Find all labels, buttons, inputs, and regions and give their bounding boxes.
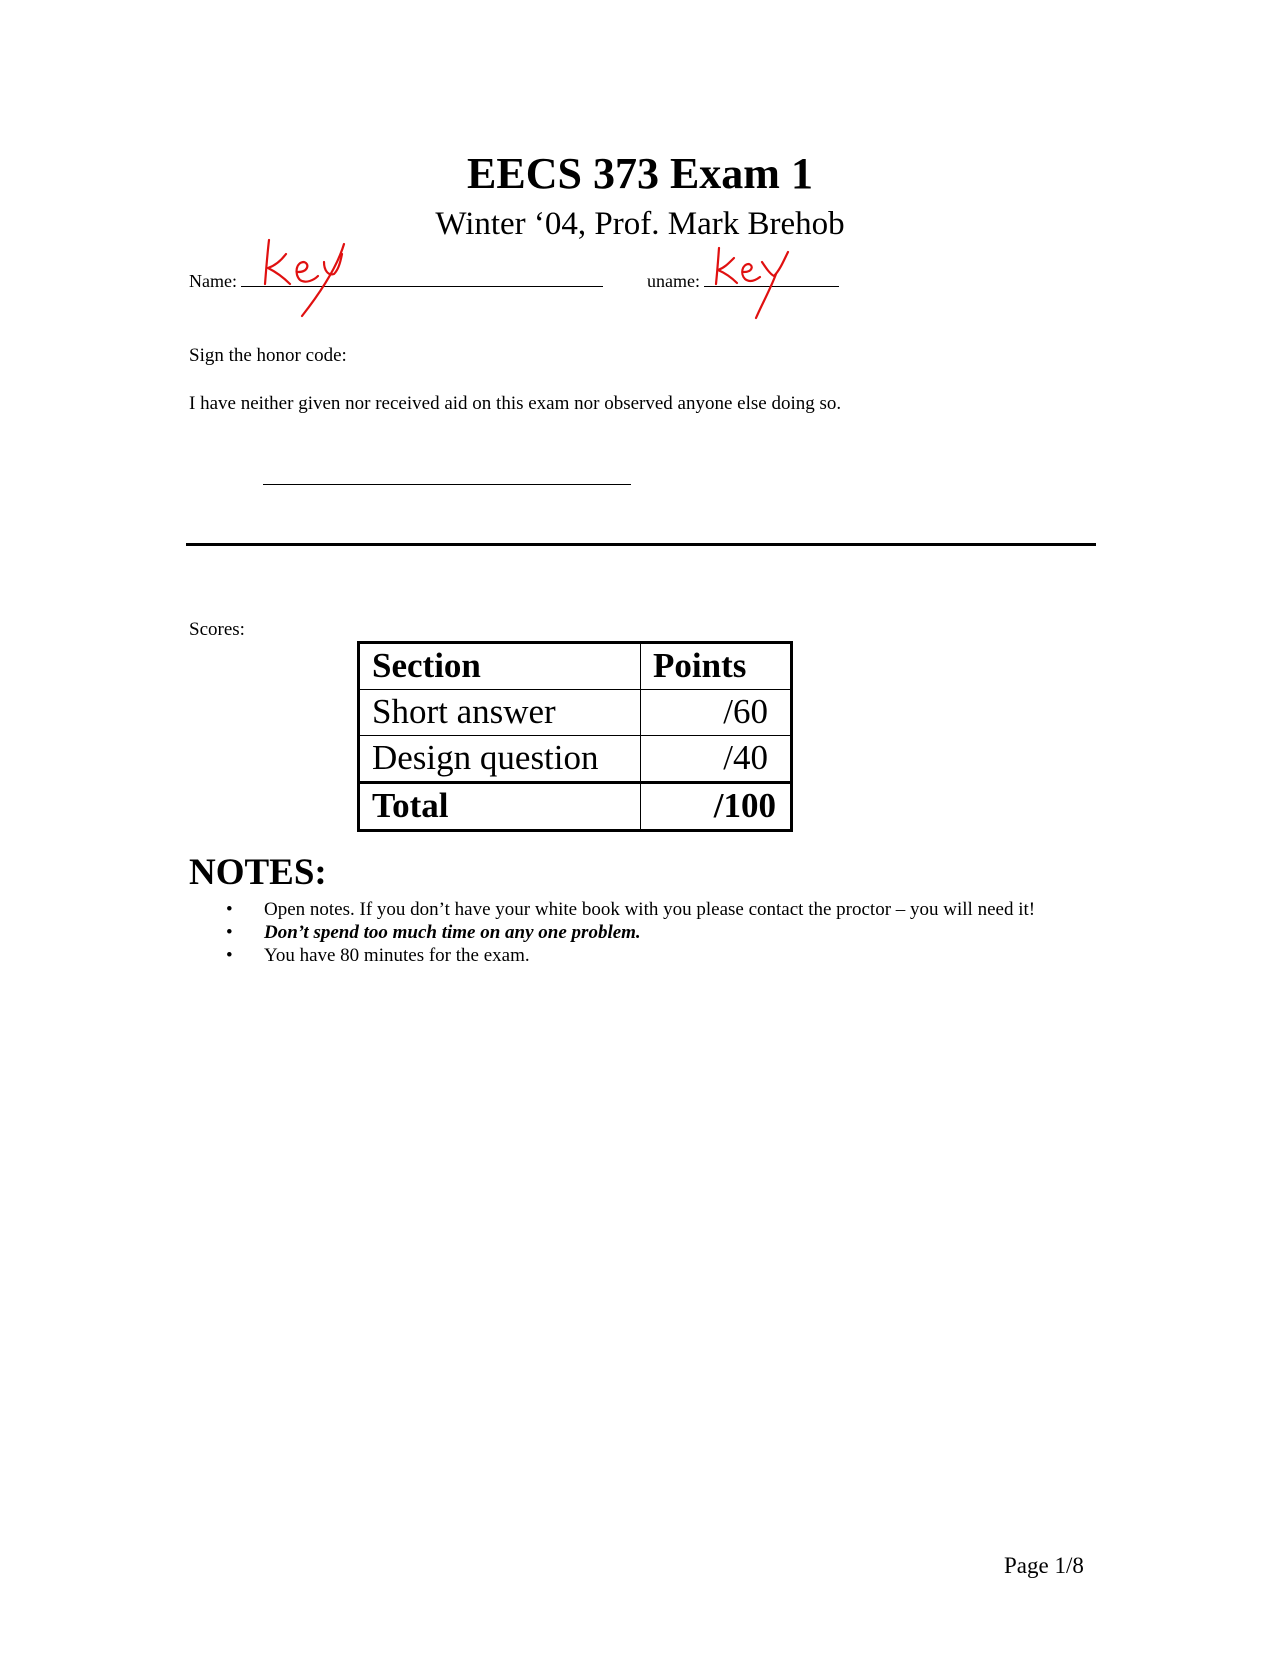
column-header-section: Section	[359, 643, 641, 690]
note-text: Open notes. If you don’t have your white book with you please contact the proctor – you will need it!	[264, 899, 1036, 920]
exam-subtitle: Winter ‘04, Prof. Mark Brehob	[435, 206, 845, 242]
honor-prompt: Sign the honor code:	[189, 345, 347, 366]
name-field	[189, 272, 603, 290]
row-section: Short answer	[359, 690, 641, 736]
name-label: Name:	[189, 271, 237, 291]
note-text: Don’t spend too much time on any one problem.	[264, 922, 641, 943]
table-row	[359, 736, 792, 783]
table-header-row	[359, 643, 792, 690]
bullet-icon: •	[226, 922, 233, 943]
uname-label: uname:	[647, 271, 700, 291]
row-section: Design question	[359, 736, 641, 783]
row-points: /60	[641, 690, 792, 736]
list-item	[222, 944, 1072, 967]
signature-line	[263, 484, 631, 485]
page-number: Page 1/8	[1004, 1553, 1084, 1578]
notes-list	[222, 898, 1072, 967]
section-divider	[186, 543, 1096, 546]
bullet-icon: •	[226, 899, 233, 920]
table-row	[359, 690, 792, 736]
notes-heading: NOTES:	[189, 852, 327, 893]
exam-title: EECS 373 Exam 1	[467, 149, 813, 198]
total-points: /100	[641, 783, 792, 831]
honor-statement: I have neither given nor received aid on this exam nor observed anyone else doing so.	[189, 393, 842, 414]
list-item	[222, 921, 1072, 944]
bullet-icon: •	[226, 945, 233, 966]
scores-table	[357, 641, 793, 832]
handwritten-name-key	[258, 232, 368, 322]
list-item	[222, 898, 1072, 921]
note-text: You have 80 minutes for the exam.	[264, 945, 530, 966]
total-row	[359, 783, 792, 831]
scores-label: Scores:	[189, 619, 245, 640]
row-points: /40	[641, 736, 792, 783]
handwritten-uname-key	[710, 240, 802, 322]
column-header-points: Points	[641, 643, 792, 690]
total-label: Total	[359, 783, 641, 831]
